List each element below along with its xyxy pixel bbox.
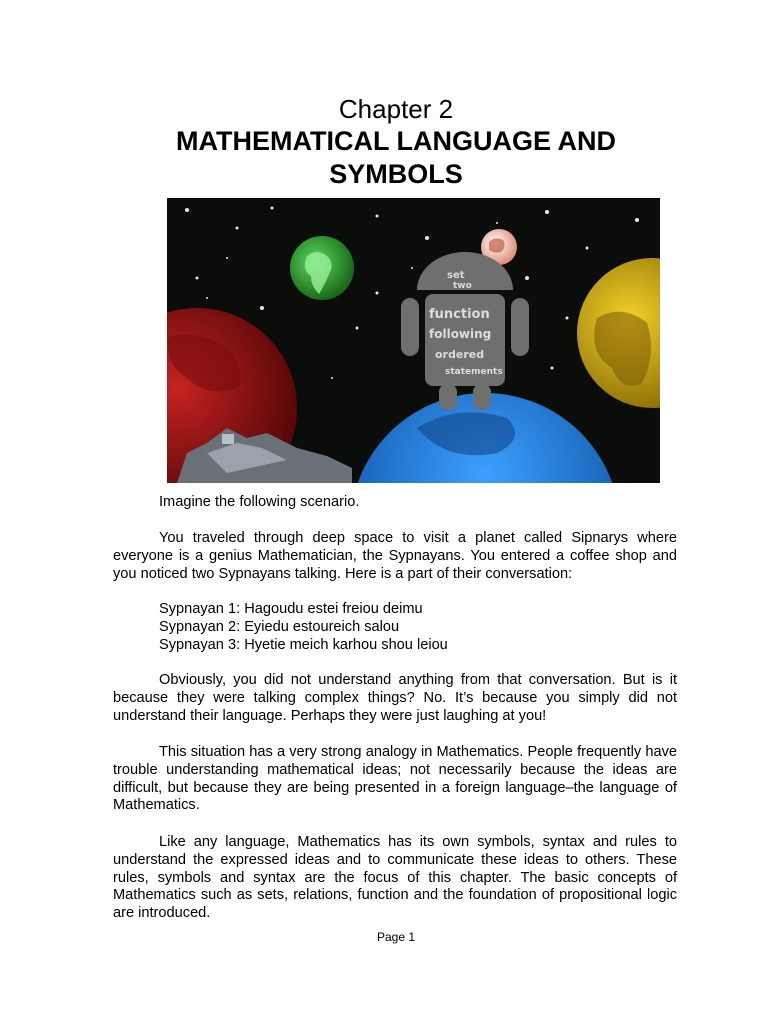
svg-text:function: function [429, 307, 490, 322]
dialogue-line: Sypnayan 1: Hagoudu estei freiou deimu [159, 601, 423, 617]
svg-text:set: set [447, 270, 465, 281]
dialogue-block [113, 601, 677, 654]
paragraph-2-text: Obviously, you did not understand anything from that conversation. But is it because they were talking complex things? No. It’s because you simply did not understand their language. Perhaps they were just laughing at you! [113, 672, 677, 724]
chapter-illustration [167, 198, 660, 483]
svg-text:ordered: ordered [435, 348, 485, 361]
intro-paragraph [113, 494, 677, 512]
svg-text:following: following [429, 327, 492, 341]
paragraph-3 [113, 744, 677, 815]
chapter-title [0, 125, 768, 191]
intro-text: Imagine the following scenario. [159, 494, 360, 510]
paragraph-4 [113, 834, 677, 923]
chapter-title-line1: MATHEMATICAL LANGUAGE AND [176, 126, 616, 156]
dialogue-line: Sypnayan 2: Eyiedu estoureich salou [159, 618, 400, 635]
paragraph-2 [113, 672, 677, 725]
paragraph-3-text: This situation has a very strong analogy in Mathematics. People frequently have trouble understanding mathematical ideas; not necessarily because the ideas are difficult, but because they are being presented in a foreign language–the language of Mathematics. [113, 744, 677, 814]
svg-text:two: two [453, 281, 472, 291]
paragraph-4-text: Like any language, Mathematics has its own symbols, syntax and rules to understand the expressed ideas and to communicate these ideas to others. These rules, symbols and syntax are the focus of this chapter. The basic concepts of Mathematics such as sets, relations, function and the foundation of propositional logic are introduced. [113, 834, 677, 922]
dialogue-line: Sypnayan 3: Hyetie meich karhou shou leiou [159, 636, 448, 653]
page-number: Page 1 [376, 930, 416, 944]
paragraph-1-text: You traveled through deep space to visit a planet called Sipnarys where everyone is a genius Mathematician, the Sypnayans. You entered a coffee shop and you noticed two Sypnayans talking. Here is a part of their conversation: [113, 530, 677, 582]
chapter-title-line2: SYMBOLS [329, 159, 463, 189]
chapter-label: Chapter 2 [338, 94, 454, 124]
svg-text:statements: statements [445, 367, 503, 377]
green-planet [290, 236, 354, 300]
paragraph-1 [113, 530, 677, 583]
